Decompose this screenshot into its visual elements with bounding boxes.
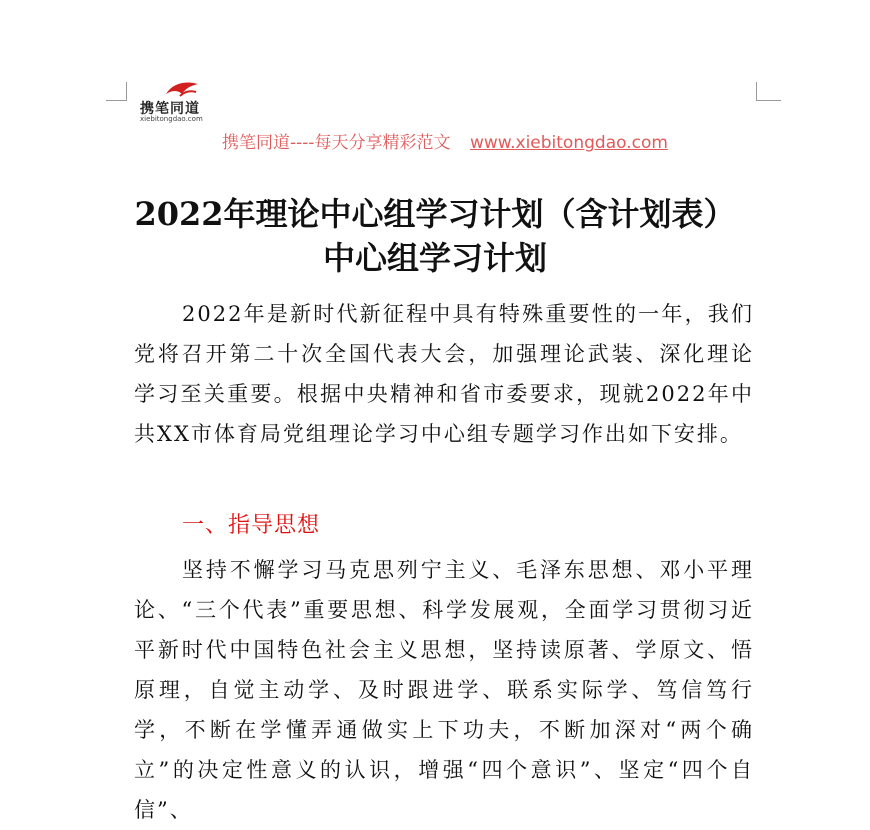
- site-logo: [140, 78, 220, 126]
- header-url-link[interactable]: www.xiebitongdao.com: [469, 133, 668, 153]
- guiding-ideology-paragraph: 坚持不懈学习马克思列宁主义、毛泽东思想、邓小平理论、“三个代表”重要思想、科学发展观，全面学习贯彻习近平新时代中国特色社会主义思想，坚持读原著、学原文、悟原理，自觉主动学、及时跟进学、联系实际学、笃信笃行学，不断在学懂弄通做实上下功夫，不断加深对“两个确立”的决定性意义的认识，增强“四个意识”、坚定“四个自信”、: [134, 558, 754, 822]
- document-title: 2022年理论中心组学习计划（含计划表）中心组学习计划: [134, 195, 736, 277]
- header-slogan: 携笔同道----每天分享精彩范文: [222, 133, 451, 153]
- header-banner: [222, 128, 668, 153]
- section-heading-guiding-ideology: 一、指导思想: [182, 513, 321, 538]
- intro-paragraph: 2022年是新时代新征程中具有特殊重要性的一年，我们党将召开第二十次全国代表大会，加强理论武装、深化理论学习至关重要。根据中央精神和省市委要求，现就2022年中共XX市体育局党组理论学习中心组专题学习作出如下安排。: [134, 302, 754, 446]
- page-corner-mark-left: [106, 82, 127, 101]
- pen-bird-icon: [162, 78, 202, 100]
- logo-text: 携笔同道: [140, 101, 200, 117]
- logo-url: xiebitongdao.com: [140, 115, 203, 123]
- page-corner-mark-right: [756, 82, 781, 101]
